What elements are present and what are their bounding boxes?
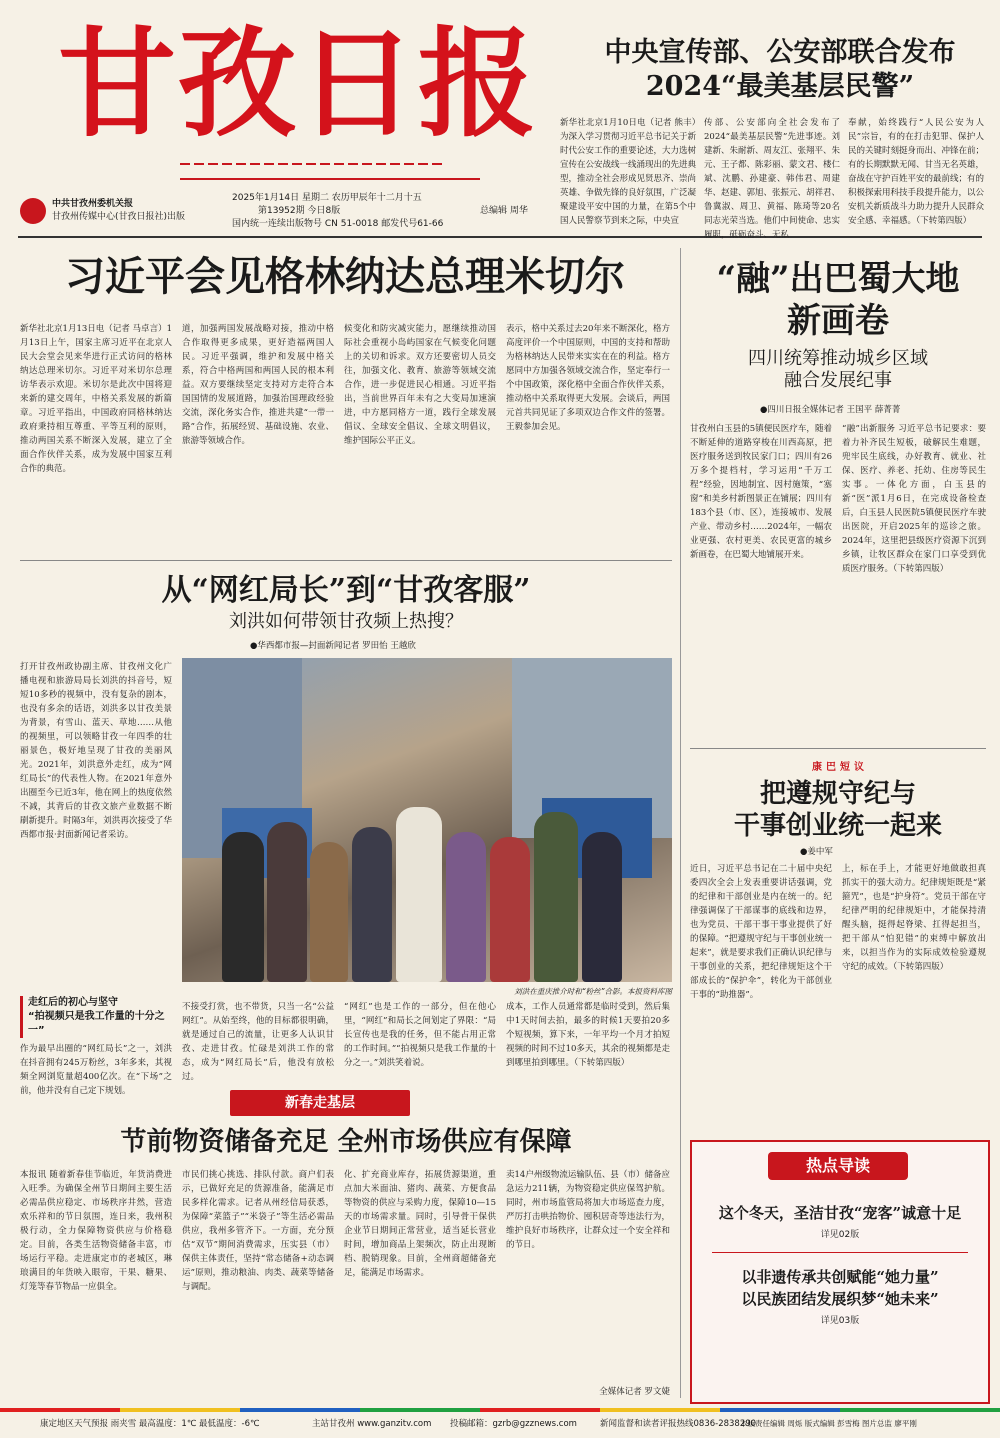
feature-subhead-l2: 融合发展纪事 (784, 370, 892, 391)
commentary-headline-l1: 把遵规守纪与 (759, 779, 916, 809)
second-story-col3: “网红”也是工作的一部分，但在他心里，“网红”和局长之间划定了界限：“局长宣传也是我的任务，但不能占用正常的工作时间。”“拍视频只是我工作量的十分之一。”刘洪笑着说。 (344, 1002, 496, 1068)
third-story-col4: 卖14户州级物流运输队伍、县（市）储备应急运力211辆，为物资稳定供应保驾护航。同时，州市场监管局将加大市场巡查力度，严厉打击哄抬物价、囤积居奇等违法行为，维护良好市场秩序，让群众过一个安全祥和的节日。 (506, 1170, 670, 1250)
third-story-col1: 本报讯 随着新春佳节临近，年货消费进入旺季。为确保全州节日期间主要生活必需品供应稳定、市场秩序井然，营造欢乐祥和的节日氛围，连日来，我州积极行动，全力保障物资供应与价格稳定。目前，各类生活物资储备丰富，市场运行平稳。走进康定市的老城区，琳琅满目的年货映入眼帘，干果、糖果、灯笼等春节物品一应俱全。 (20, 1170, 172, 1292)
issue-number: 第13952期 今日8版 (258, 206, 341, 216)
hotspot-item2[interactable] (700, 1266, 980, 1310)
lead-story-col1: 新华社北京1月13日电（记者 马卓言）1月13日上午，国家主席习近平在北京人民大会堂会见来华进行正式访问的格林纳达总理米切尔。习近平对米切尔总理访华表示欢迎。米切尔是此次中国将迎来新的建交周年，中格关系发展的新篇章。习近平指出，中国政府同格林纳达政府秉持相互尊重、平等互利的原则，推动两国关系不断深入发展，建立了全面合作伙伴关系，成为发展中国家互利合作的典范。 (20, 324, 172, 474)
masthead-title: 甘孜日报 (58, 14, 539, 153)
second-story-col1b: 作为最早出圈的“网红局长”之一，刘洪在抖音拥有245万粉丝，3年多来，其视频全网浏览量超400亿次。在“下场”之前，他并没有自己定下规划。 (20, 1044, 172, 1096)
lead-story-col3: 候变化和防灾减灾能力，愿继续推动国际社会重视小岛屿国家在气候变化问题上的关切和诉求。双方还要密切人员交往，加强文化、教育、旅游等领域交流合作，进一步促进民心相通。习近平指出，当前世界百年未有之大变局加速演进，中方愿同格方一道，践行全球发展倡议、全球安全倡议、全球文明倡议，维护国际公平正义。 (344, 324, 496, 446)
commentary-headline (690, 778, 986, 842)
photo-person (490, 837, 530, 982)
second-story-col2: 不接受打赏，也不带货，只当一名“公益网红”。从始至终，他的目标都很明确，就是通过自己的流量，让更多人认识甘孜、走进甘孜。忙碌是刘洪工作的常态，成为“网红局长”后，他没有放松过。 (182, 1002, 334, 1082)
lead-story-rule (20, 560, 672, 561)
photo-person (534, 812, 578, 982)
publisher-block (52, 198, 202, 224)
lead-story-headline: 习近平会见格林纳达总理米切尔 (65, 253, 625, 300)
publisher-line1: 中共甘孜州委机关报 (52, 199, 134, 209)
lead-story-col2: 道，加强两国发展战略对接，推动中格合作取得更多成果，更好造福两国人民。习近平强调，维护和发展中格关系，符合中格两国和两国人民的根本利益。双方要继续坚定支持对方走符合本国国情的发展道路，加强治国理政经验交流，深化务实合作，推进共建“一带一路”合作，拓展经贸、基础设施、农业、旅游等领域合作。 (182, 324, 334, 446)
section-banner: 新春走基层 (230, 1090, 410, 1116)
hotspot-box (690, 1140, 990, 1404)
second-story-byline: ●华西都市报—封面新闻记者 罗田怡 王越欣 (250, 641, 416, 651)
hotspot-rule (712, 1252, 968, 1253)
third-story-col2: 市民们挑心挑选、排队付款。商户们表示，已做好充足的货源准备，能满足市民多样化需求。记者从州经信局获悉，为保障“菜篮子”“米袋子”等生活必需品供应，我州多管齐下。一方面，充分预估“双节”期间消费需求，压实县（市）保供主体责任，坚持“常态储备+动态调运”原则，推动粮油、肉类、蔬菜等储备与调配。 (182, 1170, 334, 1292)
hotspot-item2-l1: 以非遗传承共创赋能“她力量” (741, 1268, 939, 1286)
photo-person (267, 822, 307, 982)
third-story-col3: 化、扩充商业库存，拓展货源渠道，重点加大米面油、猪肉、蔬菜、方便食品等物资的供应与采购力度，保障10—15天的市场需求量。同时，引导骨干保供企业节日期间正常营业，适当延长营业时间，增加商品上架频次，防止出现断档、脱销现象。目前，全州商超储备充足，能满足市场需求。 (344, 1170, 496, 1278)
hotspot-item2-page: 详见03版 (820, 1316, 860, 1326)
second-story-subhead: 刘洪如何带领甘孜频上热搜？ (229, 611, 463, 632)
tibetan-script-line (180, 160, 480, 180)
commentary-col1: 近日，习近平总书记在二十届中央纪委四次全会上发表重要讲话强调，党的纪律和干部创业是内在统一的。纪律强调保了干部谋事的底线和边界，也为党员、干部干事干事业提供了好的保障。“把遵规守纪与干事创业统一起来”，就是要求我们正确认识纪律与干事创业的关系，把纪律规矩这个干部成长的“保护伞”，转化为干部创业干事的“助推器”。 (690, 864, 832, 1000)
chief-editor: 总编辑 周华 (480, 206, 528, 216)
publisher-logo-icon (20, 198, 46, 224)
hotspot-item1[interactable]: 这个冬天，圣洁甘孜“宠客”诚意十足 (718, 1204, 962, 1222)
pull-quote-l2: “拍视频只是我工作量的十分之一” (28, 1011, 165, 1036)
feature-headline-l1: “融”出巴蜀大地 (716, 259, 960, 299)
lead-story-col4: 表示，格中关系过去20年来不断深化，格方高度评价一个中国原则，中国的支持和帮助为格林纳达人民带来实实在在的利益。格方愿同中方加强各领域交流合作，坚定奉行一个中国政策，深化格中全面合作伙伴关系，推动格中关系取得更大发展。会谈后，两国元首共同见证了多项双边合作文件的签署。王毅参加会见。 (506, 324, 670, 432)
top-story-headline-l1: 中央宣传部、公安部联合发布 (604, 37, 956, 68)
top-story-col1: 新华社北京1月10日电（记者 熊丰）为深入学习贯彻习近平总书记关于新时代公安工作的重要论述，大力选树宣传在公安战线一线涌现出的先进典型，推动全社会形成见贤思齐、崇尚英雄、争做先锋的良好氛围，广泛凝聚建设平安中国的力量，在第5个中国人民警察节到来之际，中央宣 (560, 118, 697, 226)
commentary-byline: ●姜中军 (800, 847, 833, 857)
second-story-col1: 打开甘孜州政协副主席、甘孜州文化广播电视和旅游局局长刘洪的抖音号，短短10多秒的视频中，没有复杂的剧本，也没有多余的话语，刘洪多以甘孜美景为背景，有雪山、蓝天、草地……从他的视频里，可以领略甘孜一年四季的壮丽景色，极好地呈现了甘孜的美丽风光。2021年，刘洪意外走红，成为“网红局长”的代表性人物。在2021年意外出圈至今已近3年，他在网上的热度依然不减，其背后的甘孜文旅产业数据不断刷新提升。时隔3年，刘洪再次接受了华西都市报·封面新闻记者采访。 (20, 662, 172, 840)
footer-weather: 康定地区天气预报 雨夹雪 最高温度：1℃ 最低温度：-6℃ (40, 1419, 260, 1429)
feature-col1: 甘孜州白玉县的5镇便民医疗车，随着不断延伸的道路穿梭在川西高原，把医疗服务送到牧民家门口；四川有26万多个提档村，学习运用“千万工程”经验，因地制宜、因村施策，“塞窗”和美乡村新图景正在铺展；四川有183个县（市、区），连接城市、发展产业、带动乡村……2024年，一幅农业更强、农村更美、农民更富的城乡新画卷，在巴蜀大地铺展开来。 (690, 424, 832, 560)
hotspot-item1-page: 详见02版 (820, 1230, 860, 1240)
photo-caption: 刘洪在重庆推介时和“粉丝”合影。本报资料库图 (514, 987, 672, 996)
commentary-tag: 康巴短议 (812, 762, 868, 773)
photo-person (352, 827, 392, 982)
hotspot-title: 热点导读 (768, 1152, 908, 1180)
top-story-col3: 奉献，始终践行“人民公安为人民”宗旨，有的在打击犯罪、保护人民的关键时刻挺身而出、冲锋在前；有的长期默默无闻、甘当无名英雄，奋战在守护百姓平安的最前线；有的积极探索用科技手段提升能力，以公安机关新质战斗力助力提升人民群众安全感、幸福感。（下转第四版） (848, 118, 985, 226)
masthead-rule (18, 236, 982, 238)
column-divider (680, 248, 681, 1398)
third-story-headline: 节前物资储备充足 全州市场供应有保障 (120, 1127, 572, 1157)
feature-byline: ●四川日报全媒体记者 王国平 薛菁菁 (760, 405, 901, 415)
feature-subhead-l1: 四川统筹推动城乡区域 (748, 348, 928, 369)
photo-person (222, 832, 264, 982)
commentary-headline-l2: 干事创业统一起来 (733, 811, 942, 841)
feature-headline (690, 258, 986, 342)
footer-hotline: 新闻监督和读者评报热线0836-2838290 (600, 1419, 757, 1429)
feature-headline-l2: 新画卷 (787, 301, 889, 341)
issue-serial: 国内统一连续出版物号 CN 51-0018 邮发代号61-66 (232, 219, 444, 229)
publisher-line2: 甘孜州传媒中心(甘孜日报社)出版 (52, 212, 186, 222)
top-story-col2: 传部、公安部向全社会发布了2024“最美基层民警”先进事迹。刘建新、朱耐新、周友江、张翔平、朱元、王子都、陈彩丽、蒙文君、楼仁斌、沈鹏、孙建豪、韩伟君、周建华、赵建、郭旭、张振元、胡祥君、鲁冀淑、周卫、黄福、陈琦等20名同志光荣当选。他们中间使命、忠实履职，砥砺奋斗、无私 (704, 118, 841, 240)
photo-person (582, 832, 622, 982)
footer-web[interactable]: 主站甘孜州 www.ganzitv.com (312, 1419, 432, 1429)
feature-subhead (690, 348, 986, 392)
photo-person (446, 832, 486, 982)
feature-rule (690, 748, 986, 749)
footer-ticker (0, 1408, 1000, 1436)
footer-email[interactable]: 投稿邮箱：gzrb@gzznews.com (450, 1419, 577, 1429)
third-story-byline: 全媒体记者 罗文婕 (599, 1387, 670, 1397)
pull-quote-l1: 走红后的初心与坚守 (28, 997, 118, 1008)
top-story-headline (570, 36, 990, 104)
feature-col2: “融”出新服务 习近平总书记要求：要着力补齐民生短板，破解民生难题，兜牢民生底线，办好教育、就业、社保、医疗、养老、托幼、住房等民生实事。一体化方面，白玉县的新“医”派1月6日，在完成设备检查后，白玉县人民医院5镇便民医疗车驶出医院，开启2025年的巡诊之旅。2024年，这里把县级医疗资源下沉到乡镇，让牧区群众在家门口享受到优质医疗服务。（下转第四版） (842, 424, 986, 574)
second-story-headline: 从“网红局长”到“甘孜客服” (161, 573, 531, 608)
photo-person (396, 807, 442, 982)
dateline (232, 192, 492, 231)
second-story-col4: 成本，工作人员通常都是临时受到，然后集中1天时间去拍，最多的时候1天要拍20多个短视频，算下来，一年平均一个月才拍短视频的时间不过10多天，其余的视频都是走到哪里拍到哪里。（下转第四版） (506, 1002, 670, 1068)
issue-date: 2025年1月14日 星期二 农历甲辰年十二月十五 (232, 193, 422, 203)
second-story-photo (182, 658, 672, 982)
pull-quote (20, 996, 180, 1038)
photo-person (310, 842, 348, 982)
commentary-col2: 上，标在手上，才能更好地做敢担真抓实干的强大动力。纪律规矩既是“紧箍咒”，也是“护身符”。党员干部在守纪律严明的纪律规矩中，才能保持清醒头脑，挺得起脊梁、扛得起担当，把干部从“怕犯错”的束缚中解放出来，以担当作为的实际成效检验遵规守纪的成效。（下转第四版） (842, 864, 986, 972)
footer-editors: 本版责任编辑 周烁 版式编辑 彭雪梅 图片总监 廖平刚 (740, 1419, 917, 1428)
hotspot-item2-l2: 以民族团结发展织梦“她未来” (741, 1290, 939, 1308)
top-story-headline-l2: 2024“最美基层民警” (645, 71, 915, 102)
